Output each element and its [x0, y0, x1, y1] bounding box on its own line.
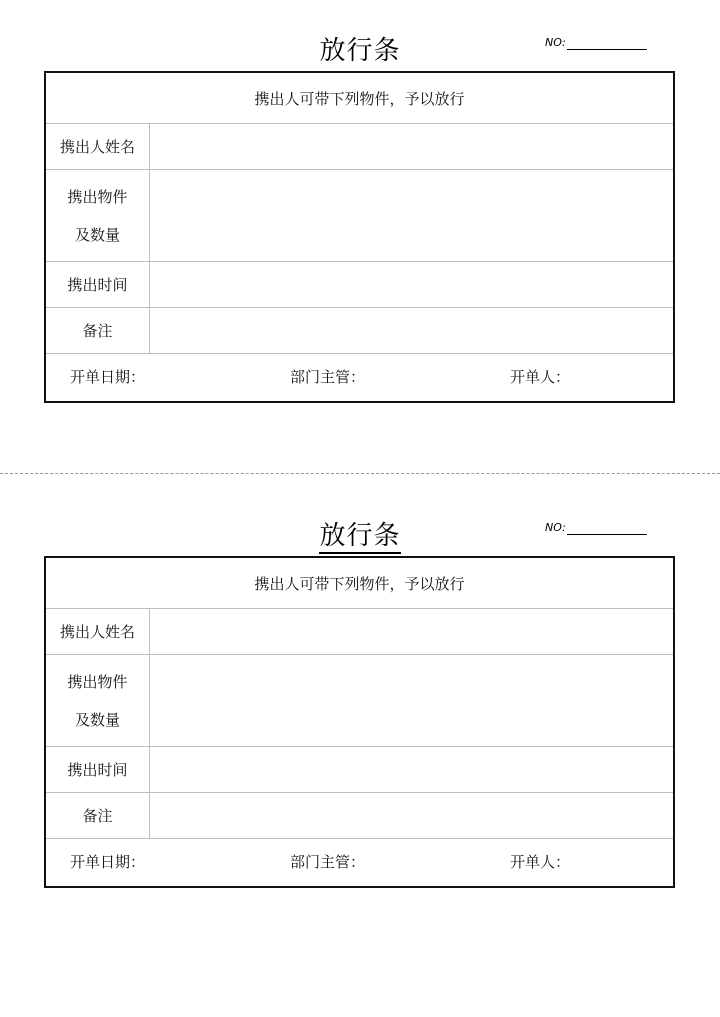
items-quantity-field[interactable]: [150, 655, 673, 746]
carry-out-time-label: 携出时间: [46, 262, 150, 307]
issue-date-label: 开单日期：: [70, 853, 146, 871]
note-field[interactable]: [150, 793, 673, 838]
carry-out-time-label: 携出时间: [46, 747, 150, 792]
form-header-text: 携出人可带下列物件，予以放行: [254, 575, 465, 593]
slip-title-text: 放行条: [319, 521, 400, 554]
number-label: NO:: [545, 36, 566, 49]
bearer-name-field[interactable]: [150, 609, 673, 654]
form-header-row: [46, 73, 673, 124]
note-row: [46, 793, 673, 839]
number-field[interactable]: [545, 521, 647, 537]
items-quantity-field[interactable]: [150, 170, 673, 261]
issue-date-label: 开单日期：: [70, 368, 146, 386]
note-row: [46, 308, 673, 354]
release-form-table: [44, 71, 675, 403]
bearer-name-label: 携出人姓名: [46, 609, 150, 654]
items-label-line-1: 携出物件: [67, 672, 128, 691]
issuer-label: 开单人：: [510, 853, 571, 871]
bearer-name-row: [46, 609, 673, 655]
signature-row: [46, 839, 673, 886]
note-label: 备注: [46, 308, 150, 353]
number-underline: [567, 49, 647, 50]
bearer-name-label: 携出人姓名: [46, 124, 150, 169]
release-slip-bottom: [0, 513, 720, 873]
number-field[interactable]: [545, 36, 647, 52]
carry-out-time-row: [46, 747, 673, 793]
items-label-line-2: 及数量: [74, 225, 120, 244]
carry-out-time-field[interactable]: [150, 262, 673, 307]
form-header-text: 携出人可带下列物件，予以放行: [254, 90, 465, 108]
note-field[interactable]: [150, 308, 673, 353]
note-label: 备注: [46, 793, 150, 838]
release-slip-top: [0, 28, 720, 388]
carry-out-time-field[interactable]: [150, 747, 673, 792]
dashed-cut-line: [0, 473, 720, 474]
bearer-name-field[interactable]: [150, 124, 673, 169]
issuer-label: 开单人：: [510, 368, 571, 386]
signature-row: [46, 354, 673, 401]
items-quantity-row: [46, 655, 673, 747]
number-underline: [567, 534, 647, 535]
release-form-table: [44, 556, 675, 888]
bearer-name-row: [46, 124, 673, 170]
items-label-line-2: 及数量: [74, 710, 120, 729]
department-supervisor-label: 部门主管：: [290, 853, 366, 871]
items-quantity-label: [46, 170, 150, 261]
slip-title: 放行条: [319, 36, 401, 66]
items-quantity-row: [46, 170, 673, 262]
items-quantity-label: [46, 655, 150, 746]
form-header-row: [46, 558, 673, 609]
items-label-line-1: 携出物件: [67, 187, 128, 206]
carry-out-time-row: [46, 262, 673, 308]
number-label: NO:: [545, 521, 566, 534]
department-supervisor-label: 部门主管：: [290, 368, 366, 386]
